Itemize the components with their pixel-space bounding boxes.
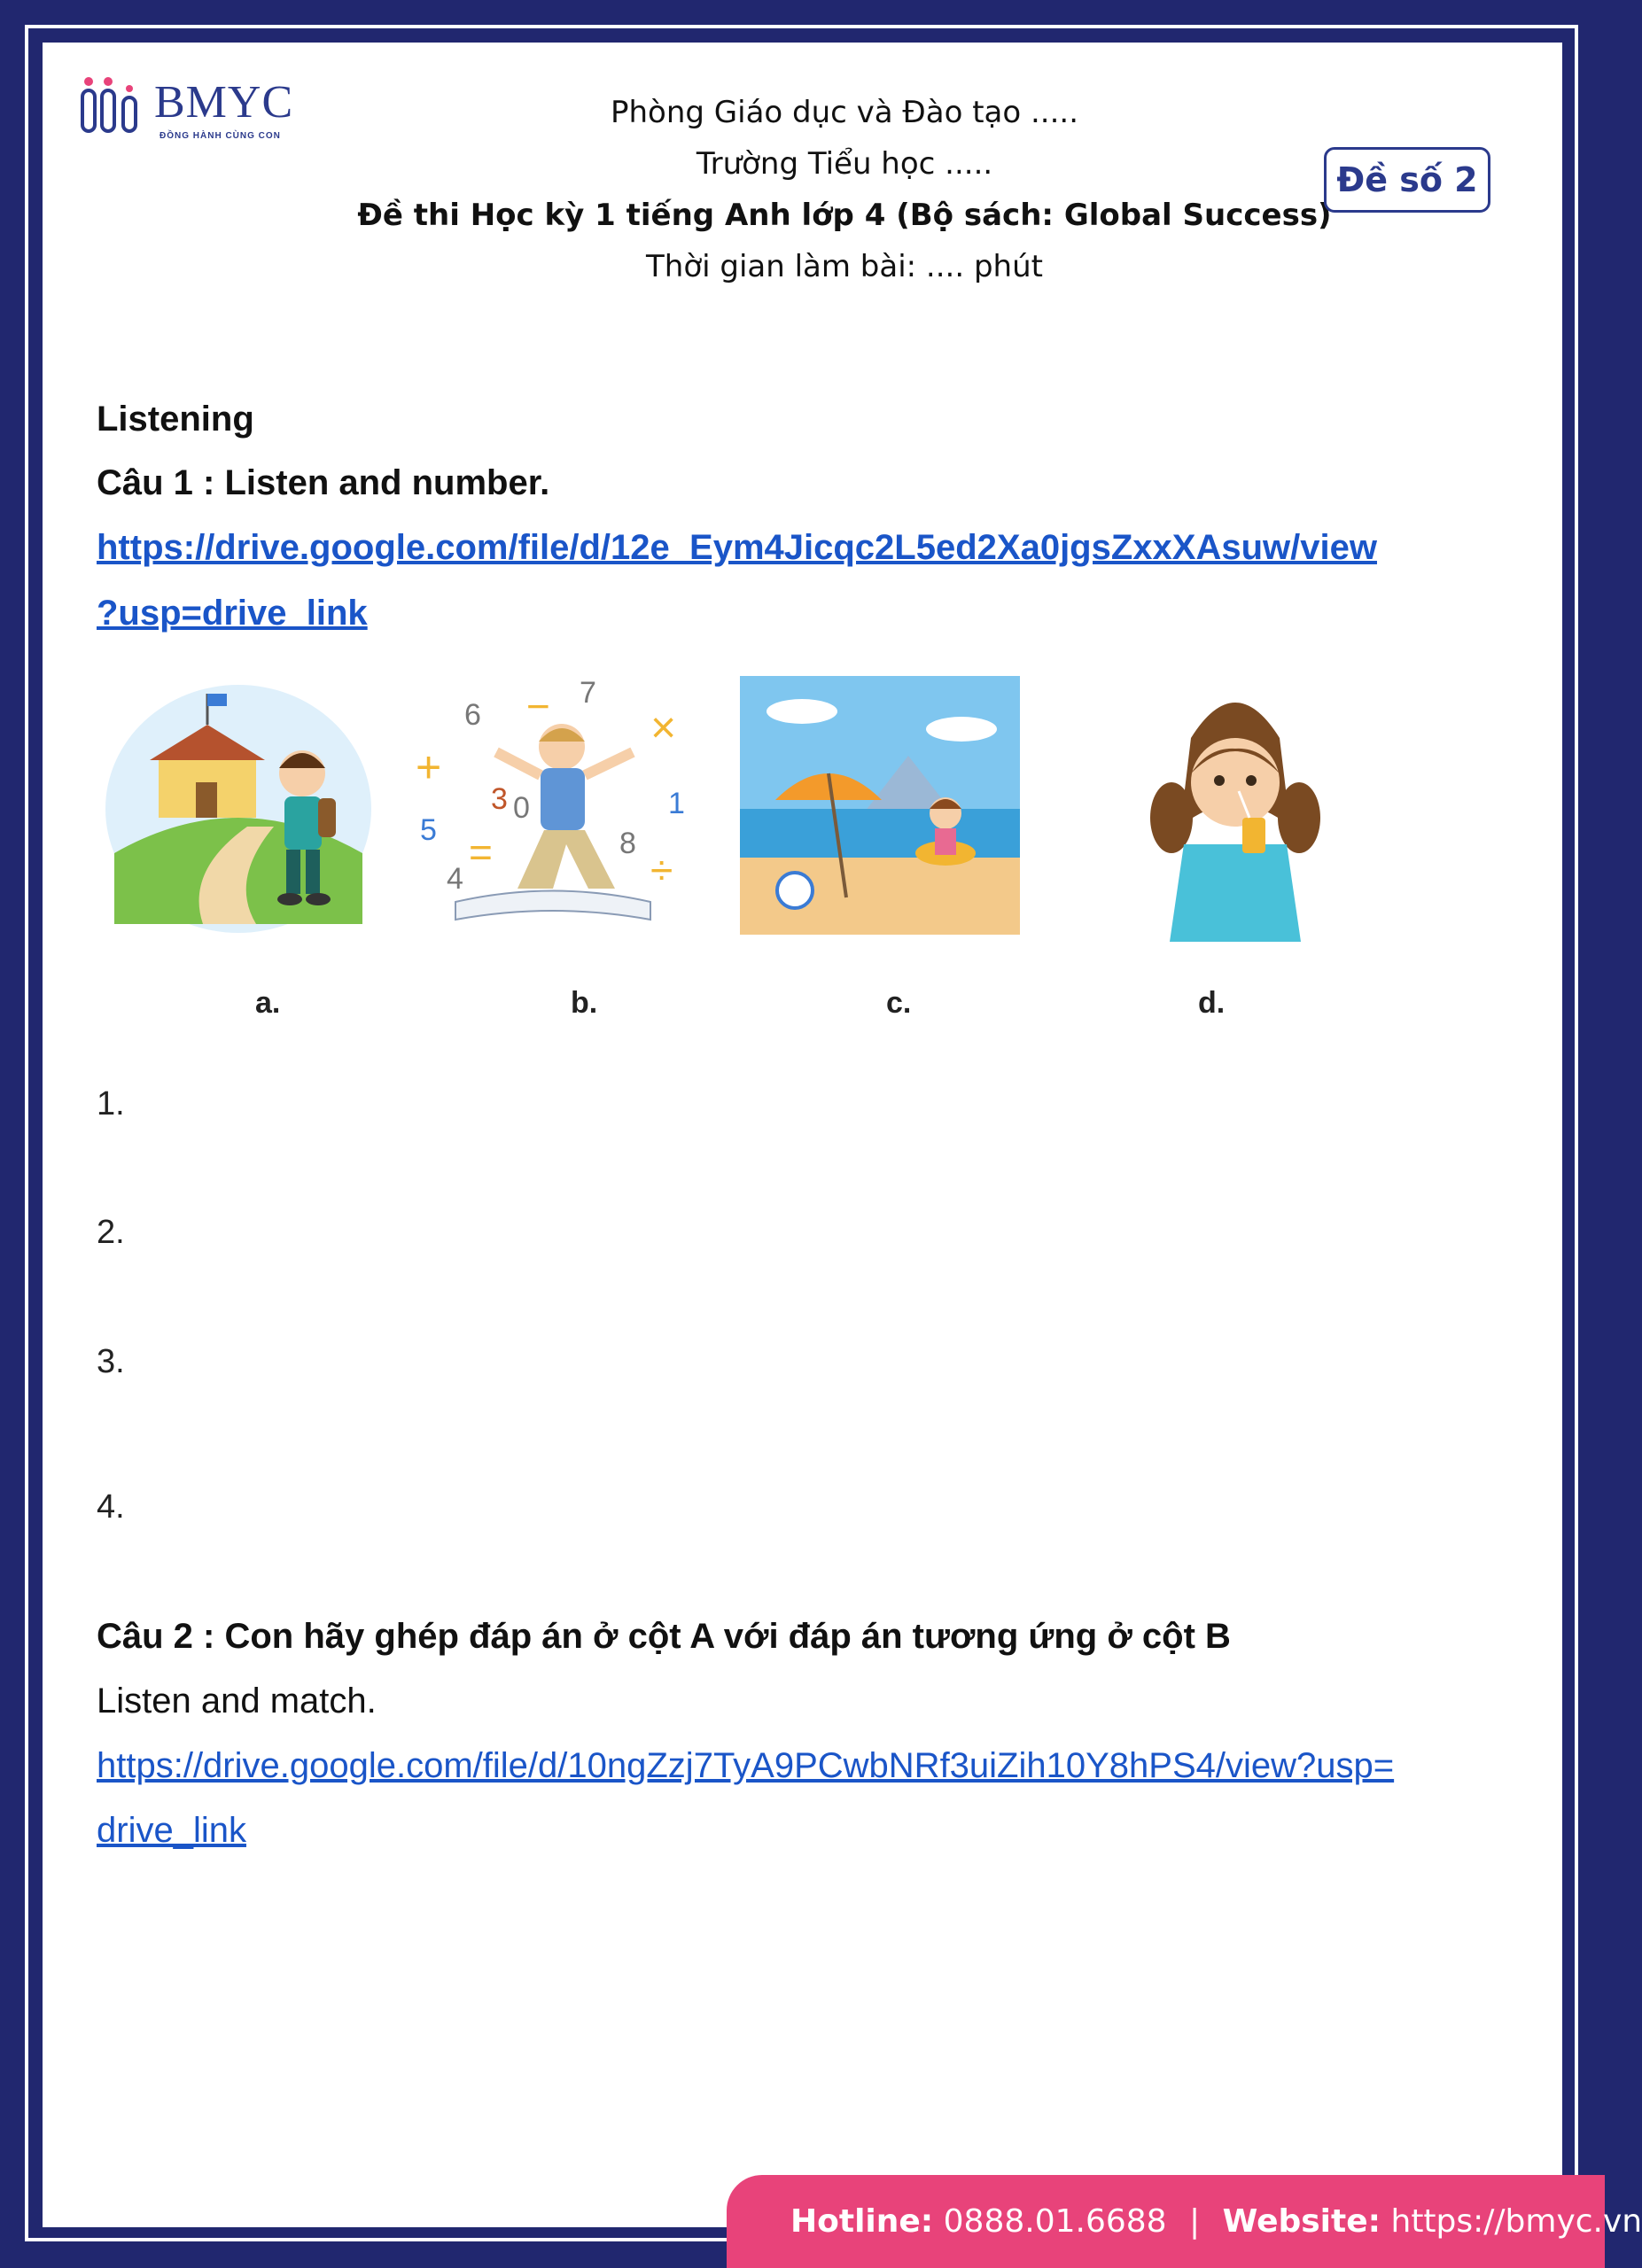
boy-walking-to-school-icon bbox=[97, 676, 380, 942]
footer-separator: | bbox=[1189, 2203, 1201, 2240]
question-2-link[interactable]: https://drive.google.com/file/d/10ngZzj7TyA9PCwbNRf3uiZih10Y8hPS4/view?usp= bbox=[97, 1746, 1395, 1785]
exam-page bbox=[43, 43, 1562, 2227]
svg-text:5: 5 bbox=[420, 813, 437, 847]
department-line: Phòng Giáo dục và Đào tạo ..... bbox=[610, 95, 1079, 130]
svg-text:+: + bbox=[416, 742, 442, 792]
answer-line-2[interactable]: 2. bbox=[97, 1214, 125, 1251]
svg-text:÷: ÷ bbox=[650, 847, 673, 893]
hotline-label: Hotline: bbox=[790, 2203, 934, 2240]
answer-line-4[interactable]: 4. bbox=[97, 1488, 125, 1526]
picture-c-caption: c. bbox=[886, 986, 912, 1020]
exam-title: Đề thi Học kỳ 1 tiếng Anh lớp 4 (Bộ sách: Global Success) bbox=[357, 198, 1332, 233]
contact-footer bbox=[727, 2175, 1642, 2268]
logo-text: BMYC bbox=[154, 77, 294, 128]
question-1-link[interactable]: https://drive.google.com/file/d/12e_Eym4Jicqc2L5ed2Xa0jgsZxxXAsuw/view bbox=[97, 528, 1377, 567]
svg-text:=: = bbox=[469, 829, 493, 875]
question-2-title: Câu 2 : Con hãy ghép đáp án ở cột A với đáp án tương ứng ở cột B bbox=[97, 1617, 1231, 1656]
question-1-title: Câu 1 : Listen and number. bbox=[97, 463, 550, 502]
picture-a-caption: a. bbox=[255, 986, 281, 1020]
svg-text:0: 0 bbox=[513, 791, 530, 825]
question-1-link-cont[interactable]: ?usp=drive_link bbox=[97, 594, 368, 633]
svg-text:7: 7 bbox=[580, 676, 596, 710]
svg-text:3: 3 bbox=[491, 782, 508, 816]
girl-at-beach-icon bbox=[740, 676, 1020, 935]
bmyc-logo bbox=[78, 73, 294, 144]
website-label: Website: bbox=[1222, 2203, 1381, 2240]
picture-b-caption: b. bbox=[571, 986, 598, 1020]
exam-header bbox=[308, 87, 1381, 292]
svg-text:8: 8 bbox=[619, 827, 636, 860]
time-line: Thời gian làm bài: .... phút bbox=[646, 249, 1043, 284]
hotline-number[interactable]: 0888.01.6688 bbox=[943, 2203, 1167, 2240]
answer-line-3[interactable]: 3. bbox=[97, 1343, 125, 1380]
svg-text:×: × bbox=[650, 703, 677, 752]
boy-with-numbers-icon bbox=[411, 676, 695, 942]
svg-text:6: 6 bbox=[464, 698, 481, 732]
svg-text:−: − bbox=[526, 683, 550, 729]
answer-line-1[interactable]: 1. bbox=[97, 1085, 125, 1122]
logo-tagline: ĐỒNG HÀNH CÙNG CON bbox=[160, 131, 281, 141]
girl-drinking-juice-icon bbox=[1093, 676, 1377, 942]
exam-number-badge: Đề số 2 bbox=[1324, 147, 1490, 213]
svg-text:4: 4 bbox=[447, 862, 463, 896]
svg-text:1: 1 bbox=[668, 787, 685, 820]
picture-d-caption: d. bbox=[1198, 986, 1226, 1020]
family-logo-icon bbox=[78, 73, 152, 144]
question-2-link-cont[interactable]: drive_link bbox=[97, 1811, 246, 1850]
section-title: Listening bbox=[97, 400, 254, 439]
website-link[interactable]: https://bmyc.vn bbox=[1390, 2203, 1642, 2240]
question-2-instruction: Listen and match. bbox=[97, 1682, 377, 1720]
school-line: Trường Tiểu học ..... bbox=[696, 146, 993, 182]
